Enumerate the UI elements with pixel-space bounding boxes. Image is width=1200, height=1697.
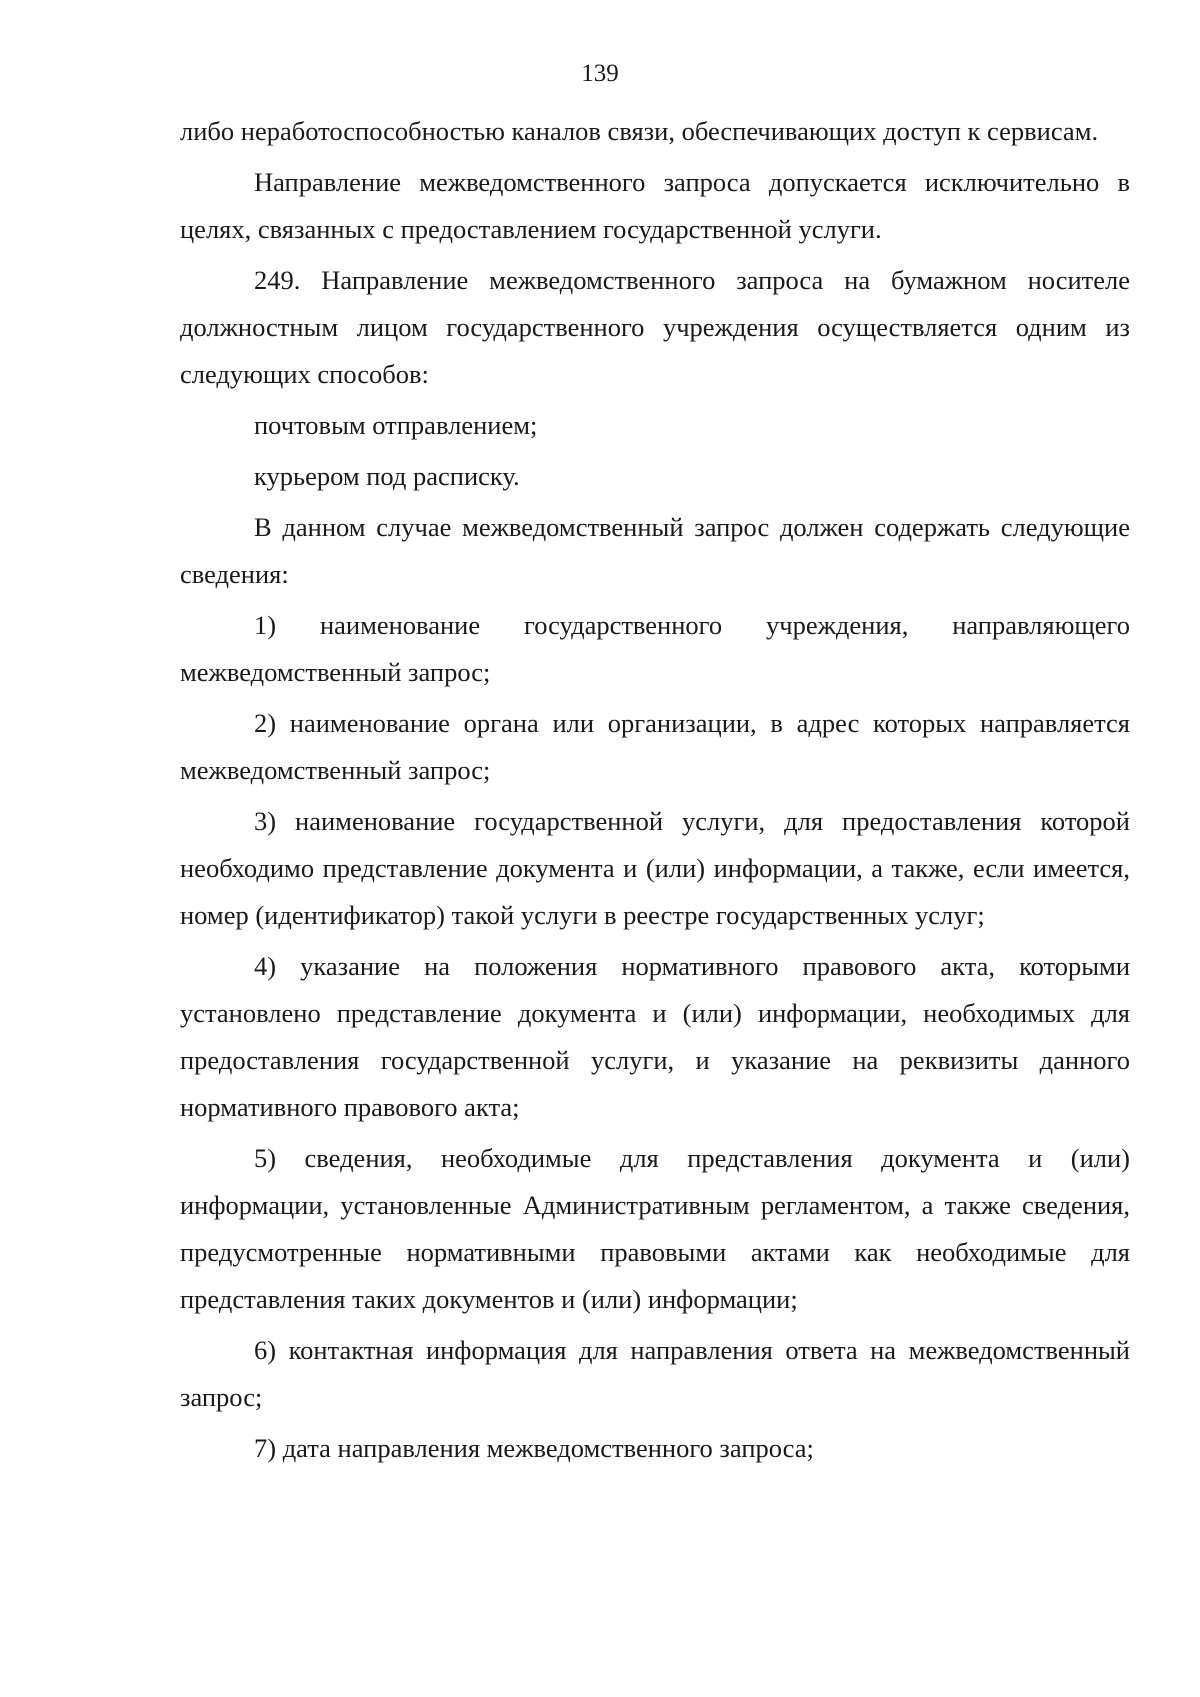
paragraph: Направление межведомственного запроса допускается исключительно в целях, связанных с предоставлением государственной услуги. [180,167,1130,244]
page-number: 139 [581,60,619,87]
paragraph: курьером под расписку. [254,461,520,491]
paragraph: 4) указание на положения нормативного правового акта, которыми установлено представление документа и (или) информации, необходимых для предоставления государственной услуги, и указание на реквизиты данного нормативного правового акта; [180,951,1130,1122]
paragraph: 5) сведения, необходимые для представления документа и (или) информации, установленные Административным регламентом, а также сведения, предусмотренные нормативными правовыми актами как необходимые для представления таких документов и (или) информации; [180,1143,1130,1314]
document-body [180,108,1130,1476]
paragraph: В данном случае межведомственный запрос должен содержать следующие сведения: [180,512,1130,589]
paragraph: 2) наименование органа или организации, в адрес которых направляется межведомственный запрос; [180,708,1130,785]
paragraph: либо неработоспособностью каналов связи, обеспечивающих доступ к сервисам. [180,116,1099,146]
paragraph: 3) наименование государственной услуги, для предоставления которой необходимо представление документа и (или) информации, а также, если имеется, номер (идентификатор) такой услуги в реестре государственных услуг; [180,806,1130,930]
paragraph: 7) дата направления межведомственного запроса; [254,1433,814,1463]
paragraph: 1) наименование государственного учреждения, направляющего межведомственный запрос; [180,610,1130,687]
paragraph: 249. Направление межведомственного запроса на бумажном носителе должностным лицом государственного учреждения осуществляется одним из следующих способов: [180,265,1130,389]
paragraph: 6) контактная информация для направления ответа на межведомственный запрос; [180,1335,1130,1412]
paragraph: почтовым отправлением; [254,410,538,440]
